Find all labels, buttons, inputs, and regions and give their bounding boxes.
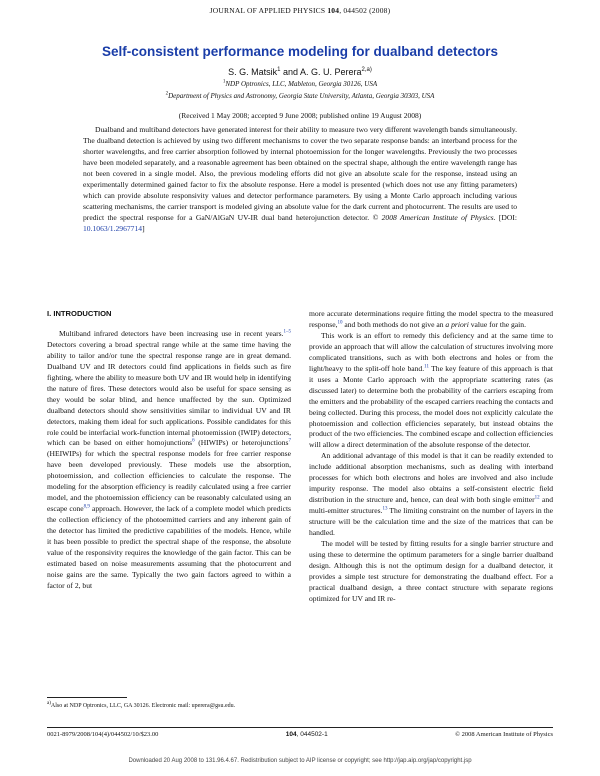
paper-title: Self-consistent performance modeling for dualband detectors	[101, 44, 499, 59]
section-heading-introduction: I. INTRODUCTION	[47, 309, 112, 318]
footnote-mark: a)	[47, 701, 51, 706]
text-run: Multiband infrared detectors have been increasing use in recent years.	[59, 328, 284, 338]
citation-ref[interactable]: 6	[192, 438, 195, 444]
received-dates: (Received 1 May 2008; accepted 9 June 2008; published online 19 August 2008)	[178, 111, 422, 120]
intro-paragraph-1	[47, 329, 291, 592]
author-perera-affil: 2,a)	[361, 67, 372, 73]
text-run: approach. However, the lack of a complete model which predicts the collection efficiency of the photoemitted carriers and any inherent gain of the detector has limited the predictive capabilities of the models. Hence, while it has been possible to predict the spectral shape of the response, the absolute value of the responsivity requires the knowledge of the gain factor. This can be estimated based on noise measurements assuming that the photocurrent and noise gains are the same. Typically the two gain factors agreed to within a factor of 2, but	[47, 504, 292, 590]
footer-page	[286, 731, 328, 738]
doi-link[interactable]: 10.1063/1.2967714	[83, 223, 143, 233]
citation-ref[interactable]: 8,9	[83, 504, 90, 510]
text-run: The limiting constraint on the number of layers in the structure will be the calculation time and the size of the matrices that can be handled.	[309, 506, 554, 538]
text-run: An additional advantage of this model is that it can be readily extended to include additional absorption mechanisms, such as dealing with interband processes for which both electrons and holes are involved and also include impurity response. The model also obtains a self-consistent electric field distribution in the structure and, hence, can deal with both single emitter	[309, 451, 553, 505]
text-run: (HIWIPs) or heterojunctions	[194, 438, 289, 448]
abstract-doi-prefix: [DOI:	[495, 212, 517, 222]
emphasis-a-priori: a priori	[445, 319, 469, 329]
affiliation-1-sup: 1	[222, 79, 226, 85]
left-column	[47, 309, 291, 592]
text-run: The key feature of this approach is that it uses a Monte Carlo approach with the appropriate scattering rates (as discussed later) to determine both the probability of the carriers escaping from the emitters and the probability of the escaped carriers reaching the contacts and being collected. During this process, the model does not explicitly calculate the photoemission and collection efficiencies separately, but instead obtains the product of the two efficiencies. The combined escape and collection efficiencies will allow a direct determination of the absolute response of the detector.	[309, 363, 553, 450]
affiliation-1	[0, 80, 600, 88]
footer-divider	[47, 727, 553, 728]
footer-page-number: , 044502-1	[296, 731, 328, 738]
affiliation-2	[0, 92, 600, 100]
page-footer	[47, 731, 553, 738]
text-run: and both methods do not give an	[342, 319, 446, 329]
abstract-body: Dualband and multiband detectors have generated interest for their ability to measure two very different wavelength bands simultaneously. The dualband detection is achieved by using two different mechanisms to cover the two separate response bands: an interband process for the shorter wavelengths, and free carrier absorption followed by internal photoemission for the longer wavelengths. Previously the two processes have been modeled separately, and a reasonable agreement has been obtained on the spectral shape, although the entire wavelength range has not been covered in a single model. Also, the previous modeling efforts did not give an absolute scale for the response, instead using an experimentally determined gained factor to fix the absolute response. Here a model is presented (which does not use any fitting parameters) which can provide absolute responsivity values and detector performance parameters. By using a Monte Carlo approach including various scattering mechanisms, the carrier transport is modeled giving an absolute value for the dark current and photocurrent. The results are used to predict the spectral response for a GaN/AlGaN UV-IR dual band heterojunction detector.	[83, 125, 517, 222]
intro-paragraph-2	[309, 331, 553, 451]
affiliation-2-sup: 2	[165, 91, 169, 97]
footnote	[47, 702, 291, 711]
author-matsik-affil: 1	[277, 67, 281, 73]
citation-ref[interactable]: 1–5	[283, 329, 291, 335]
intro-paragraph-3	[309, 451, 553, 539]
citation-ref[interactable]: 7	[288, 438, 291, 444]
text-run: This work is an effort to remedy this deficiency and at the same time to provide an approach that will allow the calculation of structures involving more complicated transitions, such as with both electrons and holes or from the light/heavy to the split-off hole band.	[309, 330, 553, 373]
footer-volume: 104	[285, 731, 297, 738]
text-run: value for the gain.	[468, 319, 526, 329]
citation-ref[interactable]: 10	[337, 320, 343, 326]
author-list	[0, 67, 600, 77]
journal-name: JOURNAL OF APPLIED PHYSICS	[209, 6, 326, 15]
journal-volume: 104	[327, 6, 340, 15]
text-run: Detectors covering a broad spectral range while at the same time having the ability to tailor and/or tune the spectral response range are in great demand. Dualband UV and IR detectors could find applications in fields such as fire fighting, where the ability to measure both UV and IR would help in identifying the nature of fires. These detectors would also be useful for space sensing as they would be solar blind, and hence unaffected by the sun. Optimized dualband detectors should show sensitivities similar to individual UV and IR detectors, making them ideal for such applications. Possible candidates for this role could be interfacial work-function internal photoemission (IWIP) detectors, which can be based on either homojunctions	[47, 339, 291, 448]
footer-issn: 0021-8979/2008/104(4)/044502/10/$23.00	[47, 731, 159, 738]
intro-paragraph-4: The model will be tested by fitting results for a single barrier structure and using these to determine the optimum parameters for a single barrier dualband design. Although this is not the optimum design for a dualband detector, it provides a simple test structure for demonstrating the dualband effect. For a practical dualband design, a three contact structure with separate regions optimized for UV and IR re-	[309, 539, 553, 603]
footnote-divider	[47, 697, 127, 698]
journal-header	[0, 6, 600, 15]
abstract-copyright: © 2008 American Institute of Physics.	[372, 212, 496, 222]
footnote-text: Also at NDP Optronics, LLC, GA 30126. Electronic mail: uperera@gsu.edu.	[50, 703, 236, 709]
citation-ref[interactable]: 11	[424, 364, 429, 370]
journal-citation: , 044502 (2008)	[339, 6, 391, 15]
affiliation-2-text: Department of Physics and Astronomy, Georgia State University, Atlanta, Georgia 30303, USA	[168, 92, 435, 100]
author-matsik: S. G. Matsik	[228, 67, 278, 77]
affiliation-1-text: NDP Optronics, LLC, Mableton, Georgia 30126, USA	[225, 80, 378, 88]
text-run: more accurate determinations require fitting the model spectra to the measured response,	[309, 309, 553, 329]
text-run: (HEIWIPs) for which the spectral response models for free carrier response have been developed previously. These models use the absorption, photoemission, and collection efficiencies to calculate the response. The modeling for the absorption efficiency is readily calculated using a free carrier model, and the photoemission efficiency can be reasonably calculated using an escape cone	[47, 449, 291, 514]
citation-ref[interactable]: 13	[382, 506, 388, 512]
download-notice: Downloaded 20 Aug 2008 to 131.96.4.67. Redistribution subject to AIP license or copyright; see http://jap.aip.org/jap/copyright.jsp	[128, 758, 472, 764]
abstract	[83, 125, 517, 235]
abstract-doi-suffix: ]	[142, 223, 145, 233]
citation-ref[interactable]: 12	[534, 495, 540, 501]
text-run: and multi-emitter structures.	[309, 495, 553, 516]
footer-copyright: © 2008 American Institute of Physics	[455, 731, 553, 738]
right-column	[309, 309, 553, 605]
author-perera: and A. G. U. Perera	[280, 67, 362, 77]
intro-paragraph-1-cont	[309, 309, 553, 331]
